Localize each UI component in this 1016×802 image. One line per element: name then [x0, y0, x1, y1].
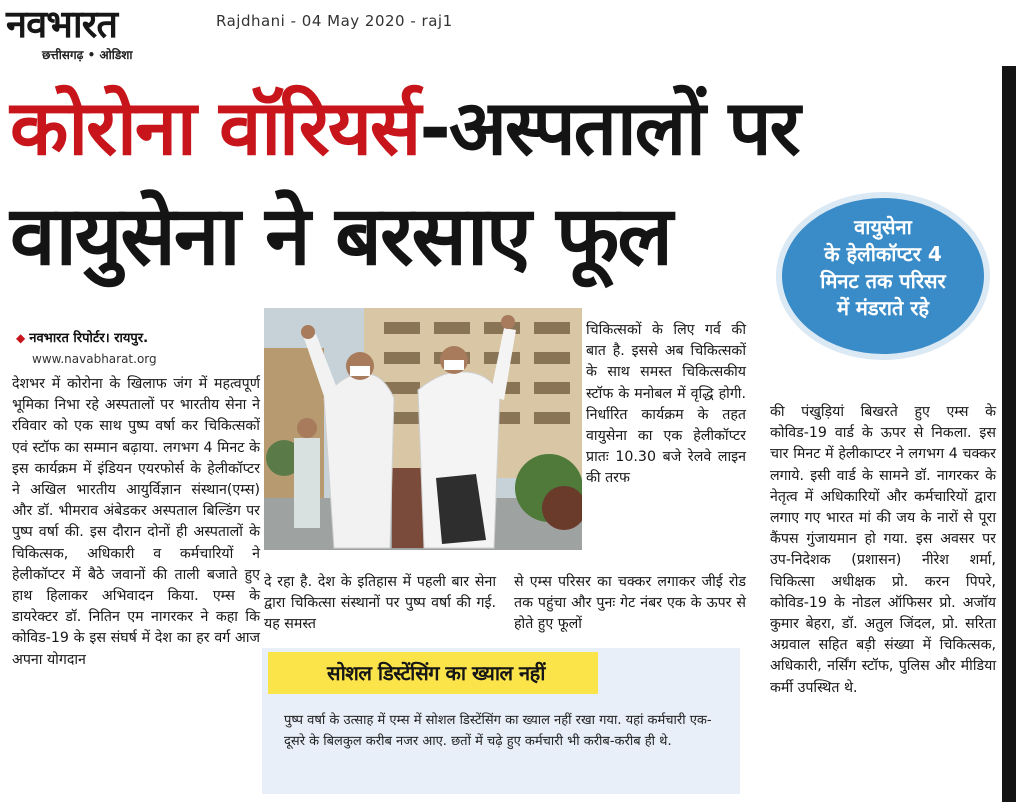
article-column-2-bottom-right: से एम्स परिसर का चक्कर लगाकर जीई रोड तक पहुंचा और पुनः गेट नंबर एक के ऊपर से होते हुए फूलों: [514, 574, 746, 633]
news-photo: [264, 308, 582, 550]
headline-line-2: वायुसेना ने बरसाए फूल: [10, 189, 671, 284]
highlight-line: में मंडराते रहे: [836, 296, 930, 320]
byline: [16, 328, 148, 346]
highlight-line: के हेलीकॉप्टर 4: [824, 242, 942, 266]
article-column-3: की पंखुड़ियां बिखरते हुए एम्स के कोविड-19 वार्ड के ऊपर से निकला. इस चार मिनट में हेलीकाप्टर ने लगभग 4 चक्कर लगाये. इसी वार्ड के सामने डॉ. नागरकर के नेतृत्व में अधिकारियों और कर्मचारियों द्वारा लगाए गए भारत मां की जय के नारों से पूरा कैंपस गुंजायमान हो गया. इस अवसर पर उप-निदेशक (प्रशासन) नीरेश शर्मा, चिकित्सा अधीक्षक प्रो. करन पिपरे, कोविड-19 के नोडल ऑफिसर प्रो. अजॉय कुमार बेहरा, डॉ. अतुल जिंदल, प्रो. सरिता अग्रवाल सहित बड़ी संख्या में चिकित्सक, अधिकारी, नर्सिंग स्टॉफ, पुलिस और मीडिया कर्मी उपस्थित थे.: [770, 404, 996, 696]
headline-line-1: [10, 83, 799, 172]
headline-dark-part: -अस्पतालों पर: [419, 83, 799, 172]
sidebar-box-text: पुष्प वर्षा के उत्साह में एम्स में सोशल डिस्टेंसिंग का ख्याल नहीं रखा गया. यहां कर्मचारी एक-दूसरे के बिलकुल करीब नजर आए. छतों में चढ़े हुए कर्मचारी भी करीब-करीब ही थे.: [284, 713, 712, 749]
highlight-circle: [776, 192, 990, 360]
website-link[interactable]: www.navabharat.org: [32, 352, 157, 366]
highlight-line: मिनट तक परिसर: [820, 269, 946, 293]
byline-text: नवभारत रिपोर्टर। रायपुर.: [29, 331, 149, 346]
article-column-2-bottom-left: दे रहा है. देश के इतिहास में पहली बार सेना द्वारा चिकित्सा संस्थानों पर पुष्प वर्षा की गई. यह समस्त: [264, 574, 496, 633]
headline-red-part: कोरोना वॉरियर्स: [10, 83, 420, 172]
diamond-icon: ◆: [16, 331, 26, 345]
edition-label: छत्तीसगढ़ • ओडिशा: [42, 48, 133, 62]
newspaper-logo: नवभारत: [6, 1, 117, 46]
edge-strip: [1002, 66, 1016, 802]
article-column-2-top: चिकित्सकों के लिए गर्व की बात है. इससे अब चिकित्सकों के साथ समस्त चिकित्सकीय स्टॉफ के मनोबल में वृद्धि होगी. निर्धारित कार्यक्रम के तहत वायुसेना का एक हेलीकॉप्टर प्रातः 10.30 बजे रेलवे लाइन की तरफ: [586, 322, 746, 487]
page-meta: Rajdhani - 04 May 2020 - raj1: [216, 12, 453, 30]
masthead: [2, 2, 198, 66]
highlight-line: वायुसेना: [854, 215, 912, 239]
sidebar-box-title: सोशल डिस्टेंसिंग का ख्याल नहीं: [268, 652, 598, 694]
article-column-1: देशभर में कोरोना के खिलाफ जंग में महत्वपूर्ण भूमिका निभा रहे अस्पतालों पर भारतीय सेना ने रविवार को एक साथ पुष्प वर्षा कर चिकित्सकों एवं स्टॉफ का सम्मान बढ़ाया. लगभग 4 मिनट के इस कार्यक्रम में इंडियन एयरफोर्स के हेलीकॉप्टर ने अखिल भारतीय आयुर्विज्ञान संस्थान(एम्स) और डॉ. भीमराव अंबेडकर अस्पताल बिल्डिंग पर पुष्प वर्षा की. इस दौरान दोनों ही अस्पतालों के चिकित्सक, अधिकारी व कर्मचारियों ने हेलीकॉप्टर में बैठे जवानों की ताली बजाते हुए हाथ हिलाकर अभिवादन किया. एम्स के डायरेक्टर डॉ. नितिन एम नागरकर ने कहा कि कोविड-19 के इस संघर्ष में देश का हर वर्ग आज अपना योगदान: [12, 376, 260, 668]
